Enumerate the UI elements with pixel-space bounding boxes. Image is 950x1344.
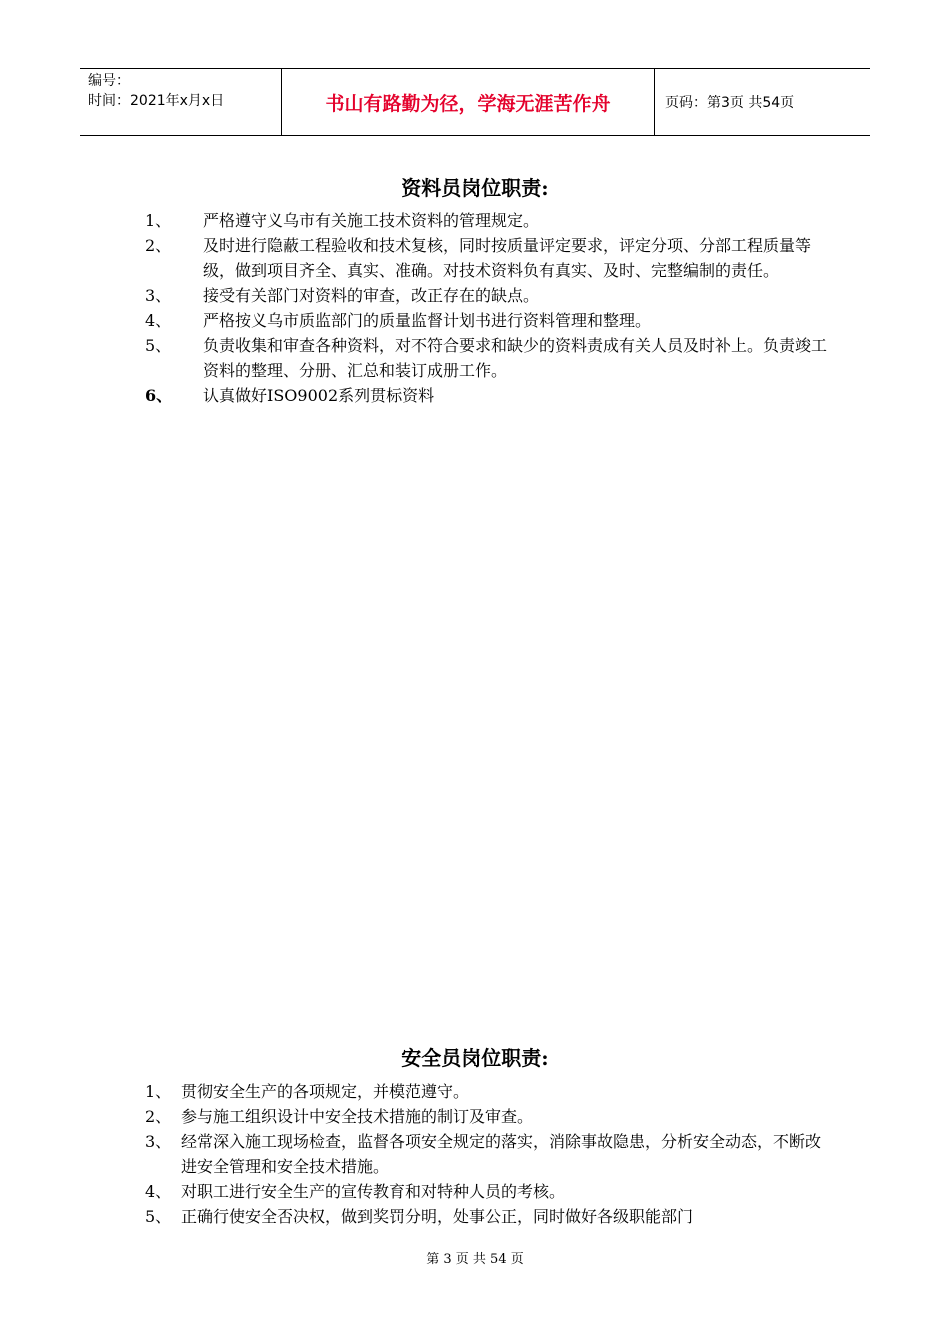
item-number: 4、 — [145, 1182, 172, 1201]
item-number: 6、 — [145, 386, 173, 405]
item-text: 对职工进行安全生产的宣传教育和对特种人员的考核。 — [181, 1182, 566, 1201]
list-item — [145, 283, 835, 308]
page-footer: 第 3 页 共 54 页 — [426, 1252, 524, 1267]
item-number: 3、 — [145, 1132, 172, 1151]
item-number: 5、 — [145, 1207, 172, 1226]
list-item — [145, 208, 835, 233]
list-item — [145, 1079, 835, 1104]
item-text: 认真做好ISO9002系列贯标资料 — [203, 386, 435, 405]
list-item — [145, 233, 835, 283]
safety-duties-list — [145, 1079, 835, 1229]
list-item — [145, 1129, 835, 1179]
item-text: 参与施工组织设计中安全技术措施的制订及审查。 — [181, 1107, 534, 1126]
section-title-archivist: 资料员岗位职责: — [401, 176, 549, 200]
item-text: 接受有关部门对资料的审查，改正存在的缺点。 — [203, 286, 540, 305]
item-text: 经常深入施工现场检查，监督各项安全规定的落实，消除事故隐患，分析安全动态，不断改进安全管理和安全技术措施。 — [181, 1132, 822, 1176]
item-number: 1、 — [145, 1082, 172, 1101]
document-date: 时间：2021年x月x日 — [88, 93, 225, 109]
item-number: 5、 — [145, 336, 172, 355]
header-meta — [80, 69, 282, 135]
item-text: 负责收集和审查各种资料，对不符合要求和缺少的资料责成有关人员及时补上。负责竣工资料的整理、分册、汇总和装订成册工作。 — [203, 336, 828, 380]
header-page-info: 页码：第3页 共54页 — [665, 95, 795, 111]
list-item — [145, 308, 835, 333]
item-text: 严格遵守义乌市有关施工技术资料的管理规定。 — [203, 211, 540, 230]
item-text: 严格按义乌市质监部门的质量监督计划书进行资料管理和整理。 — [203, 311, 652, 330]
list-item — [145, 383, 835, 408]
list-item — [145, 333, 835, 383]
item-number: 1、 — [145, 211, 172, 230]
archivist-duties-list — [145, 208, 835, 408]
document-number-label: 编号： — [88, 73, 130, 89]
item-number: 2、 — [145, 1107, 172, 1126]
item-number: 4、 — [145, 311, 172, 330]
item-text: 正确行使安全否决权，做到奖罚分明，处事公正，同时做好各级职能部门 — [181, 1207, 694, 1226]
list-item — [145, 1204, 835, 1229]
item-text: 贯彻安全生产的各项规定，并模范遵守。 — [181, 1082, 470, 1101]
item-number: 3、 — [145, 286, 172, 305]
item-text: 及时进行隐蔽工程验收和技术复核，同时按质量评定要求，评定分项、分部工程质量等级，做到项目齐全、真实、准确。对技术资料负有真实、及时、完整编制的责任。 — [203, 236, 812, 280]
list-item — [145, 1104, 835, 1129]
item-number: 2、 — [145, 236, 172, 255]
page-header — [80, 68, 870, 136]
list-item — [145, 1179, 835, 1204]
section-title-safety-officer: 安全员岗位职责: — [401, 1046, 549, 1070]
header-motto: 书山有路勤为径，学海无涯苦作舟 — [282, 69, 655, 135]
